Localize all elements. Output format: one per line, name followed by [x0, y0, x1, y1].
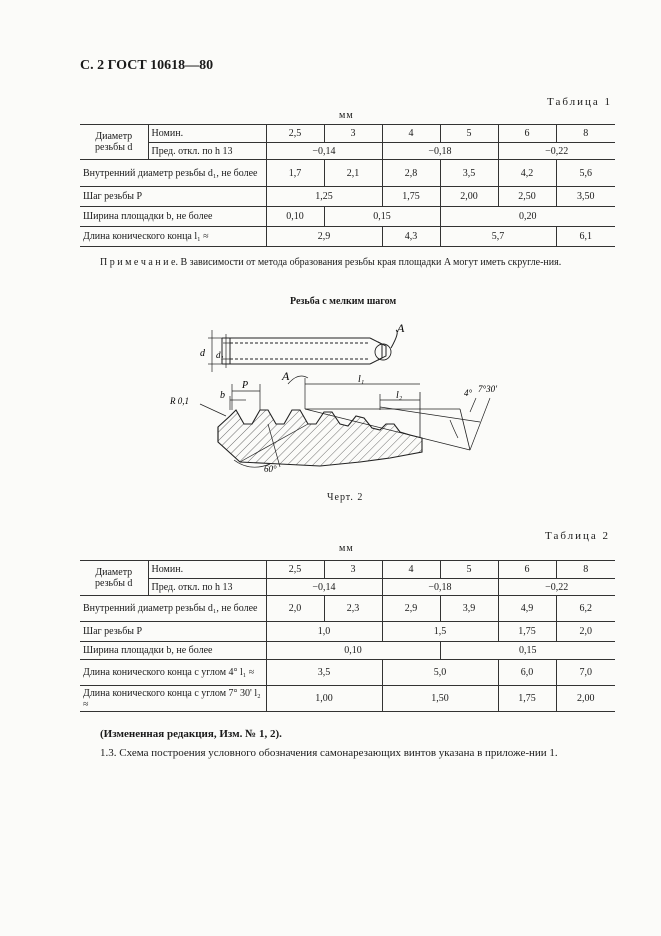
t2-pitch-value: 1,5: [382, 622, 498, 642]
label-l1: l₁: [358, 374, 365, 385]
t2-nominal: 2,5: [266, 561, 324, 579]
t1-taper-value: 4,3: [382, 227, 440, 247]
label-d1: d₁: [216, 350, 224, 360]
t1-taper-value: 5,7: [440, 227, 556, 247]
t2-flat-label: Ширина площадки b, не более: [80, 642, 266, 660]
t1-deviation: −0,22: [498, 143, 615, 160]
t1-flat-label: Ширина площадки b, не более: [80, 207, 266, 227]
t2-inner-value: 2,0: [266, 596, 324, 622]
t1-deviation: −0,18: [382, 143, 498, 160]
t1-nomin-label: Номин.: [148, 125, 266, 143]
t1-inner-value: 4,2: [498, 160, 556, 187]
t2-nominal: 5: [440, 561, 498, 579]
t1-pitch-value: 1,75: [382, 187, 440, 207]
t2-taper7-value: 1,00: [266, 686, 382, 712]
label-angle-7-30: 7°30': [478, 384, 498, 394]
t2-taper4-value: 3,5: [266, 660, 382, 686]
label-p: P: [242, 380, 249, 391]
t1-nominal: 5: [440, 125, 498, 143]
t2-nominal: 3: [324, 561, 382, 579]
t1-pitch-value: 2,00: [440, 187, 498, 207]
figure-title: Резьба с мелким шагом: [290, 296, 397, 307]
t2-dev-label: Пред. откл. по h 13: [148, 579, 266, 596]
t2-taper7-value: 2,00: [556, 686, 615, 712]
t1-pitch-value: 2,50: [498, 187, 556, 207]
t2-pitch-value: 1,75: [498, 622, 556, 642]
page-header: С. 2 ГОСТ 10618—80: [80, 58, 214, 73]
thread-profile: [218, 410, 422, 466]
t2-deviation: −0,18: [382, 579, 498, 596]
t1-nominal: 3: [324, 125, 382, 143]
t1-nominal: 8: [556, 125, 615, 143]
t2-nominal: 6: [498, 561, 556, 579]
table1: [80, 124, 615, 247]
t1-pitch-value: 3,50: [556, 187, 615, 207]
t1-nominal: 6: [498, 125, 556, 143]
paragraph-1-3: 1.3. Схема построения условного обозначения самонарезающих винтов указана в приложе-нии 1.: [100, 747, 558, 759]
t1-pitch-value: 1,25: [266, 187, 382, 207]
t2-taper7-value: 1,50: [382, 686, 498, 712]
changed-edition-note: (Измененная редакция, Изм. № 1, 2).: [100, 728, 282, 740]
t2-pitch-value: 2,0: [556, 622, 615, 642]
table1-note: П р и м е ч а н и е. В зависимости от метода образования резьбы края площадки A могут иметь скругле-ния.: [100, 257, 562, 268]
t2-taper4-value: 7,0: [556, 660, 615, 686]
t2-deviation: −0,14: [266, 579, 382, 596]
t2-nominal: 4: [382, 561, 440, 579]
t2-taper4-value: 5,0: [382, 660, 498, 686]
t1-inner-value: 2,1: [324, 160, 382, 187]
t2-nomin-label: Номин.: [148, 561, 266, 579]
t2-deviation: −0,22: [498, 579, 615, 596]
t1-nominal: 4: [382, 125, 440, 143]
t1-flat-value: 0,20: [440, 207, 615, 227]
t1-pitch-label: Шаг резьбы P: [80, 187, 266, 207]
t2-inner-value: 4,9: [498, 596, 556, 622]
label-d: d: [200, 348, 205, 359]
label-angle-60: 60°: [264, 464, 277, 474]
t1-taper-label: Длина конического конца l₁ ≈: [80, 227, 266, 247]
t2-pitch-label: Шаг резьбы P: [80, 622, 266, 642]
table1-unit: мм: [339, 110, 354, 121]
t1-inner-label: Внутренний диаметр резьбы d₁, не более: [80, 160, 266, 187]
table2-caption: Таблица 2: [545, 530, 611, 542]
t2-taper7-label: Длина конического конца с углом 7° 30' l₂ ≈: [80, 686, 266, 712]
t2-flat-value: 0,15: [440, 642, 615, 660]
t1-inner-value: 3,5: [440, 160, 498, 187]
figure-caption: Черт. 2: [327, 492, 364, 503]
table2: [80, 560, 615, 712]
t1-flat-value: 0,10: [266, 207, 324, 227]
label-r01: R 0,1: [170, 396, 189, 406]
t1-dev-label: Пред. откл. по h 13: [148, 143, 266, 160]
t2-inner-label: Внутренний диаметр резьбы d₁, не более: [80, 596, 266, 622]
screw-side-view: [208, 330, 397, 372]
t2-taper7-value: 1,75: [498, 686, 556, 712]
t1-nominal: 2,5: [266, 125, 324, 143]
t1-inner-value: 5,6: [556, 160, 615, 187]
t2-flat-value: 0,10: [266, 642, 440, 660]
t2-inner-value: 3,9: [440, 596, 498, 622]
t2-inner-value: 2,9: [382, 596, 440, 622]
t1-flat-value: 0,15: [324, 207, 440, 227]
t2-taper4-label: Длина конического конца с углом 4° l₁ ≈: [80, 660, 266, 686]
label-a-top: A: [397, 321, 405, 335]
t1-inner-value: 1,7: [266, 160, 324, 187]
label-a-mid: A: [282, 369, 290, 383]
table2-unit: мм: [339, 543, 354, 554]
label-b: b: [220, 390, 225, 401]
t1-taper-value: 6,1: [556, 227, 615, 247]
label-angle-4: 4°: [464, 388, 473, 398]
t1-deviation: −0,14: [266, 143, 382, 160]
t2-pitch-value: 1,0: [266, 622, 382, 642]
label-l2: l₂: [396, 390, 403, 401]
t2-inner-value: 6,2: [556, 596, 615, 622]
t2-inner-value: 2,3: [324, 596, 382, 622]
t1-taper-value: 2,9: [266, 227, 382, 247]
t2-taper4-value: 6,0: [498, 660, 556, 686]
thread-drawing: [160, 312, 500, 490]
t2-diameter-label: Диаметр резьбы d: [80, 561, 148, 596]
table1-caption: Таблица 1: [547, 96, 613, 108]
t1-inner-value: 2,8: [382, 160, 440, 187]
t1-diameter-label: Диаметр резьбы d: [80, 125, 148, 160]
t2-nominal: 8: [556, 561, 615, 579]
